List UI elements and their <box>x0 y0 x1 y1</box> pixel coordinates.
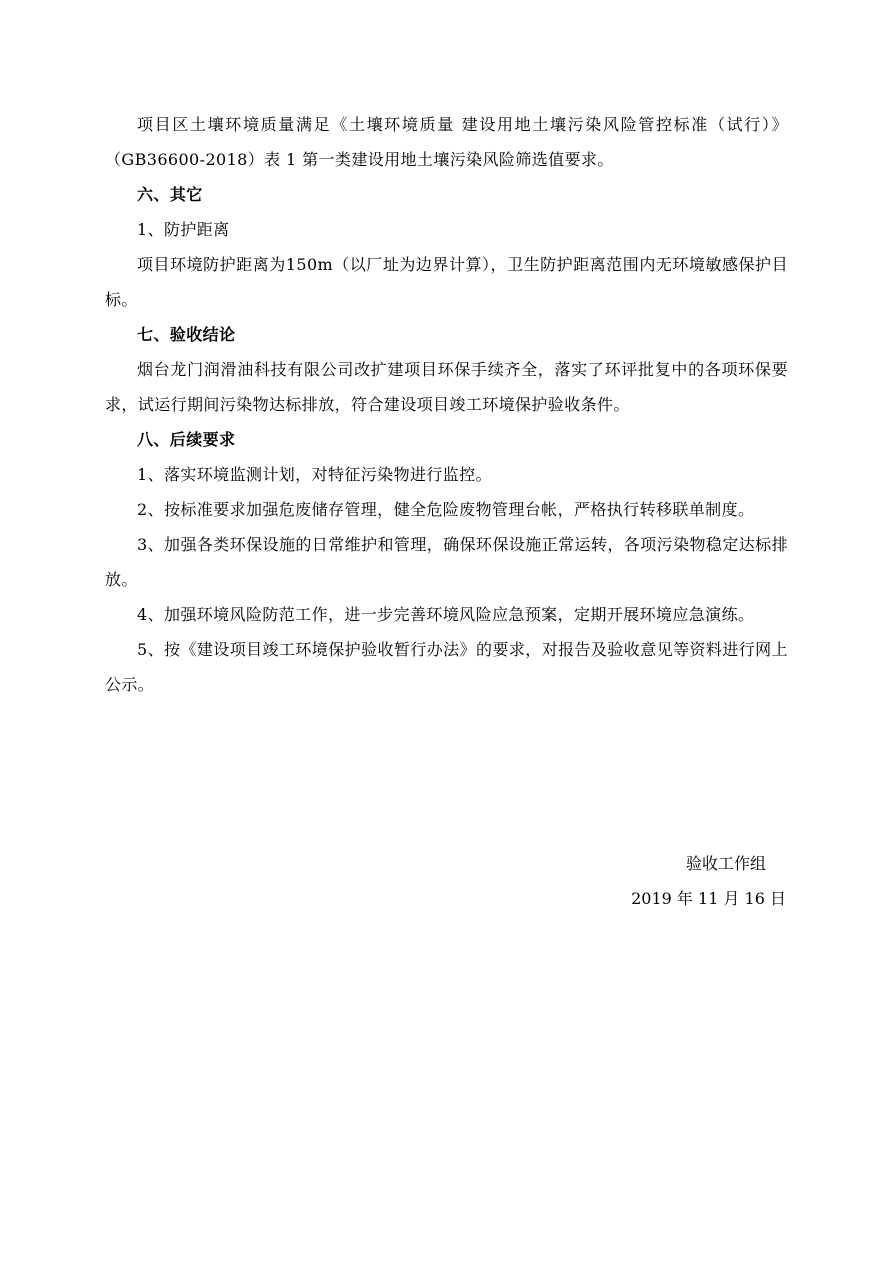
section-heading-other: 六、其它 <box>137 185 203 204</box>
intro-paragraph: 项目区土壤环境质量满足《土壤环境质量 建设用地土壤污染风险管控标准（试行）》（GB36600-2018）表 1 第一类建设用地土壤污染风险筛选值要求。 <box>105 115 788 169</box>
signature-group: 验收工作组 <box>685 854 766 873</box>
follow-up-item: 4、加强环境风险防范工作，进一步完善环境风险应急预案，定期开展环境应急演练。 <box>137 605 755 624</box>
section-heading-conclusion: 七、验收结论 <box>137 325 236 344</box>
follow-up-item: 5、按《建设项目竣工环境保护验收暂行办法》的要求，对报告及验收意见等资料进行网上公示。 <box>105 640 788 694</box>
signature-date: 2019 年 11 月 16 日 <box>631 889 786 908</box>
section-heading-follow-up: 八、后续要求 <box>137 430 236 449</box>
follow-up-item: 3、加强各类环保设施的日常维护和管理，确保环保设施正常运转，各项污染物稳定达标排放。 <box>105 535 788 589</box>
document-body <box>105 107 788 702</box>
protection-distance-text: 项目环境防护距离为150m（以厂址为边界计算），卫生防护距离范围内无环境敏感保护目标。 <box>105 255 788 309</box>
follow-up-item: 1、落实环境监测计划，对特征污染物进行监控。 <box>137 465 492 484</box>
item-title-protection-distance: 1、防护距离 <box>137 220 230 239</box>
follow-up-item: 2、按标准要求加强危废储存管理，健全危险废物管理台帐，严格执行转移联单制度。 <box>137 500 755 519</box>
conclusion-text: 烟台龙门润滑油科技有限公司改扩建项目环保手续齐全，落实了环评批复中的各项环保要求，试运行期间污染物达标排放，符合建设项目竣工环境保护验收条件。 <box>105 360 788 414</box>
signature-block <box>631 846 786 916</box>
